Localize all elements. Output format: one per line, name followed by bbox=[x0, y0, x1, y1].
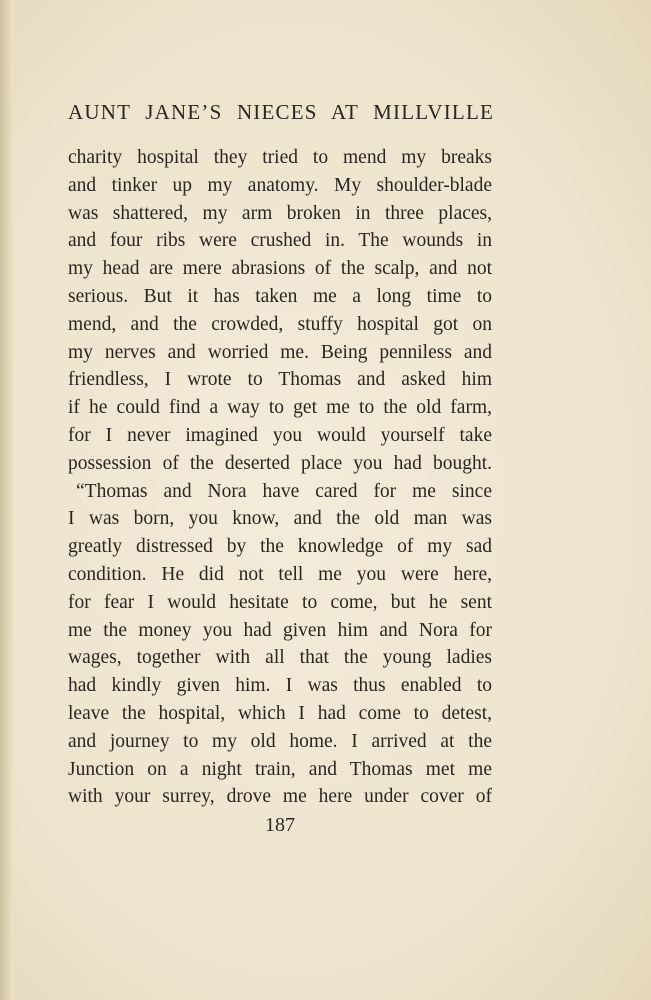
text-line: greatly distressed by the knowledge of my sad bbox=[68, 536, 492, 558]
page-number: 187 bbox=[265, 814, 295, 836]
text-line: Junction on a night train, and Thomas met me bbox=[68, 758, 492, 780]
text-line: and journey to my old home. I arrived at the bbox=[68, 730, 492, 752]
text-line: wages, together with all that the young ladies bbox=[68, 647, 492, 669]
text-line: my head are mere abrasions of the scalp, and not bbox=[68, 258, 492, 280]
text-line: with your surrey, drove me here under cover of bbox=[68, 786, 492, 808]
text-line: serious. But it has taken me a long time to bbox=[68, 285, 492, 307]
running-header: AUNT JANE’S NIECES AT MILLVILLE bbox=[68, 100, 494, 124]
text-line: and tinker up my anatomy. My shoulder-blade bbox=[68, 174, 492, 196]
text-line: for fear I would hesitate to come, but he sent bbox=[68, 591, 492, 613]
text-line: I was born, you know, and the old man was bbox=[68, 508, 492, 530]
text-line: and four ribs were crushed in. The wounds in bbox=[68, 230, 492, 252]
text-line: “Thomas and Nora have cared for me since bbox=[76, 480, 492, 502]
body-text bbox=[68, 144, 492, 811]
text-line: had kindly given him. I was thus enabled to bbox=[68, 675, 492, 697]
text-line: leave the hospital, which I had come to detest, bbox=[68, 702, 492, 724]
text-line: for I never imagined you would yourself take bbox=[68, 424, 492, 446]
text-line: was shattered, my arm broken in three places, bbox=[68, 202, 492, 224]
text-line: me the money you had given him and Nora for bbox=[68, 619, 492, 641]
page-gutter-shadow bbox=[0, 0, 14, 1000]
text-line: possession of the deserted place you had bought. bbox=[68, 452, 492, 474]
text-line: condition. He did not tell me you were here, bbox=[68, 563, 492, 585]
text-line: mend, and the crowded, stuffy hospital got on bbox=[68, 313, 492, 335]
text-line: charity hospital they tried to mend my breaks bbox=[68, 147, 492, 168]
text-line: my nerves and worried me. Being penniless and bbox=[68, 341, 492, 363]
text-line: friendless, I wrote to Thomas and asked him bbox=[68, 369, 492, 391]
text-line: if he could find a way to get me to the old farm, bbox=[68, 397, 492, 419]
